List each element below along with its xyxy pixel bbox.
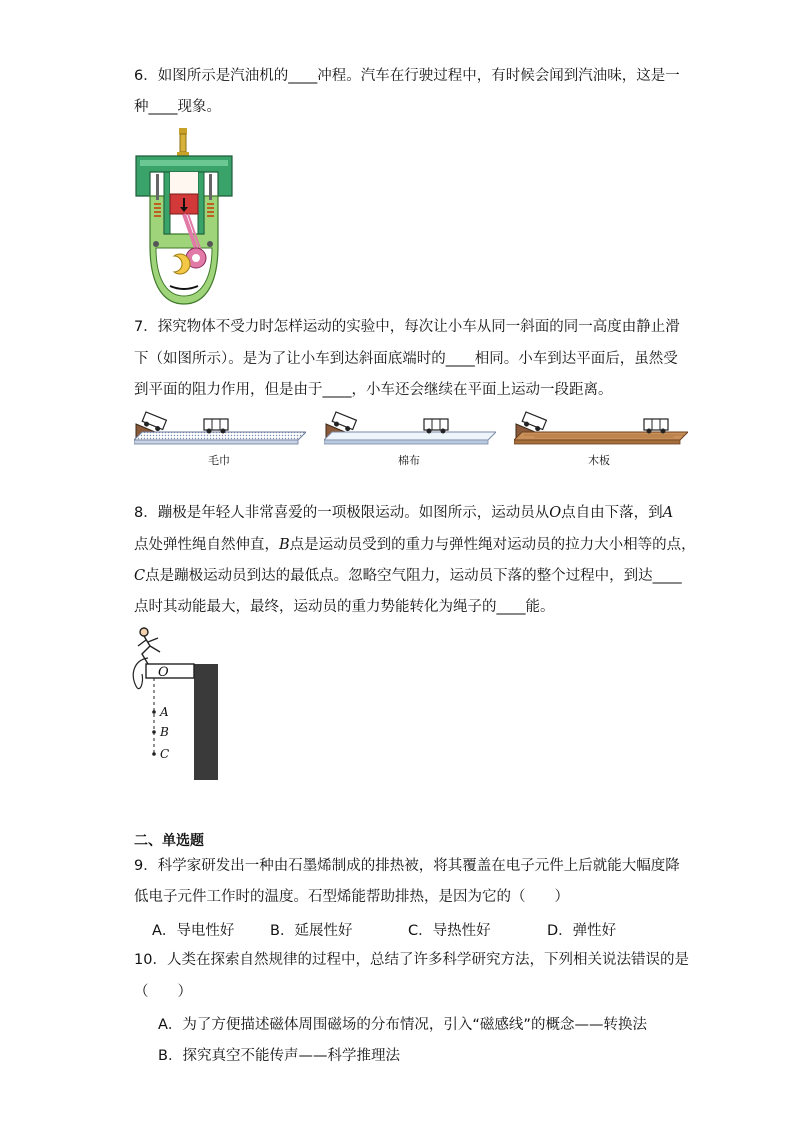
label-c: C bbox=[160, 747, 170, 761]
q7-line-3: 到平面的阻力作用，但是由于____，小车还会继续在平面上运动一段距离。 bbox=[134, 382, 613, 398]
label-o: O bbox=[158, 665, 169, 680]
head-channel bbox=[140, 160, 228, 166]
jumper-figure bbox=[138, 628, 160, 664]
label-a: A bbox=[160, 705, 169, 719]
point-b-dot bbox=[152, 730, 156, 734]
cylinder-wall-left bbox=[164, 172, 170, 234]
section-title: 二、单选题 bbox=[134, 833, 204, 849]
q9-option-c[interactable]: C．导热性好 bbox=[408, 923, 491, 939]
intake-valve bbox=[156, 174, 159, 200]
spark-plug-body bbox=[180, 134, 186, 152]
engine-diagram bbox=[134, 126, 234, 308]
towel-surface bbox=[134, 432, 306, 440]
point-a-dot bbox=[152, 710, 156, 714]
cart-on-plane bbox=[204, 419, 228, 434]
ramp-towel-diagram bbox=[134, 404, 306, 448]
cotton-surface bbox=[324, 432, 496, 440]
exhaust-valve bbox=[209, 174, 212, 200]
q8-line-4: 点时其动能最大，最终，运动员的重力势能转化为绳子的____能。 bbox=[134, 599, 555, 615]
q7-line-1: 7．探究物体不受力时怎样运动的实验中，每次让小车从同一斜面的同一高度由静止滑 bbox=[134, 319, 680, 335]
q9-line-1: 9．科学家研发出一种由石墨烯制成的排热被，将其覆盖在电子元件上后就能大幅度降 bbox=[134, 858, 680, 874]
point-c: C bbox=[134, 568, 146, 584]
q8-line-3: C点是蹦极运动员到达的最低点。忽略空气阻力，运动员下落的整个过程中，到达____ bbox=[134, 568, 682, 584]
spark-plug-tip bbox=[179, 128, 187, 134]
q9-option-d[interactable]: D．弹性好 bbox=[547, 923, 617, 939]
point-o: O bbox=[549, 505, 562, 521]
q9-option-b[interactable]: B．延展性好 bbox=[270, 923, 353, 939]
bungee-diagram bbox=[130, 626, 222, 782]
caption-wood: 木板 bbox=[588, 454, 610, 467]
combustion-chamber bbox=[170, 172, 198, 194]
q10-option-b[interactable]: B．探究真空不能传声——科学推理法 bbox=[158, 1048, 400, 1064]
q10-line-1: 10．人类在探索自然规律的过程中，总结了许多科学研究方法，下列相关说法错误的是 bbox=[134, 952, 689, 968]
label-b: B bbox=[160, 725, 169, 739]
cart-on-plane bbox=[424, 419, 448, 434]
q9-line-2: 低电子元件工作时的温度。石型烯能帮助排热，是因为它的（ ） bbox=[134, 889, 569, 905]
point-c-dot bbox=[152, 752, 156, 756]
cart-on-plane bbox=[644, 419, 668, 434]
q6-line-2: 种____现象。 bbox=[134, 99, 221, 115]
q6-line-1: 6．如图所示是汽油机的____冲程。汽车在行驶过程中，有时候会闻到汽油味，这是一 bbox=[134, 68, 680, 84]
ramp-wood-diagram bbox=[514, 404, 688, 448]
q8-line-2: 点处弹性绳自然伸直，B点是运动员受到的重力与弹性绳对运动员的拉力大小相等的点， bbox=[134, 537, 696, 553]
q10-line-2: （ ） bbox=[134, 984, 192, 1000]
q9-option-a[interactable]: A．导电性好 bbox=[152, 923, 235, 939]
point-b: B bbox=[279, 537, 290, 553]
point-a: A bbox=[662, 505, 674, 521]
q7-line-2: 下（如图所示）。是为了让小车到达斜面底端时的____相同。小车到达平面后，虽然受 bbox=[134, 351, 678, 367]
caption-towel: 毛巾 bbox=[208, 454, 230, 467]
q10-option-a[interactable]: A．为了方便描述磁体周围磁场的分布情况，引入“磁感线”的概念——转换法 bbox=[158, 1017, 647, 1033]
cliff bbox=[194, 664, 218, 780]
ramp-cotton-diagram bbox=[324, 404, 496, 448]
q8-line-1: 8．蹦极是年轻人非常喜爱的一项极限运动。如图所示，运动员从O点自由下落，到A bbox=[134, 505, 674, 521]
caption-cotton: 棉布 bbox=[398, 454, 420, 467]
jump-platform bbox=[146, 664, 194, 678]
cylinder-wall-right bbox=[198, 172, 204, 234]
